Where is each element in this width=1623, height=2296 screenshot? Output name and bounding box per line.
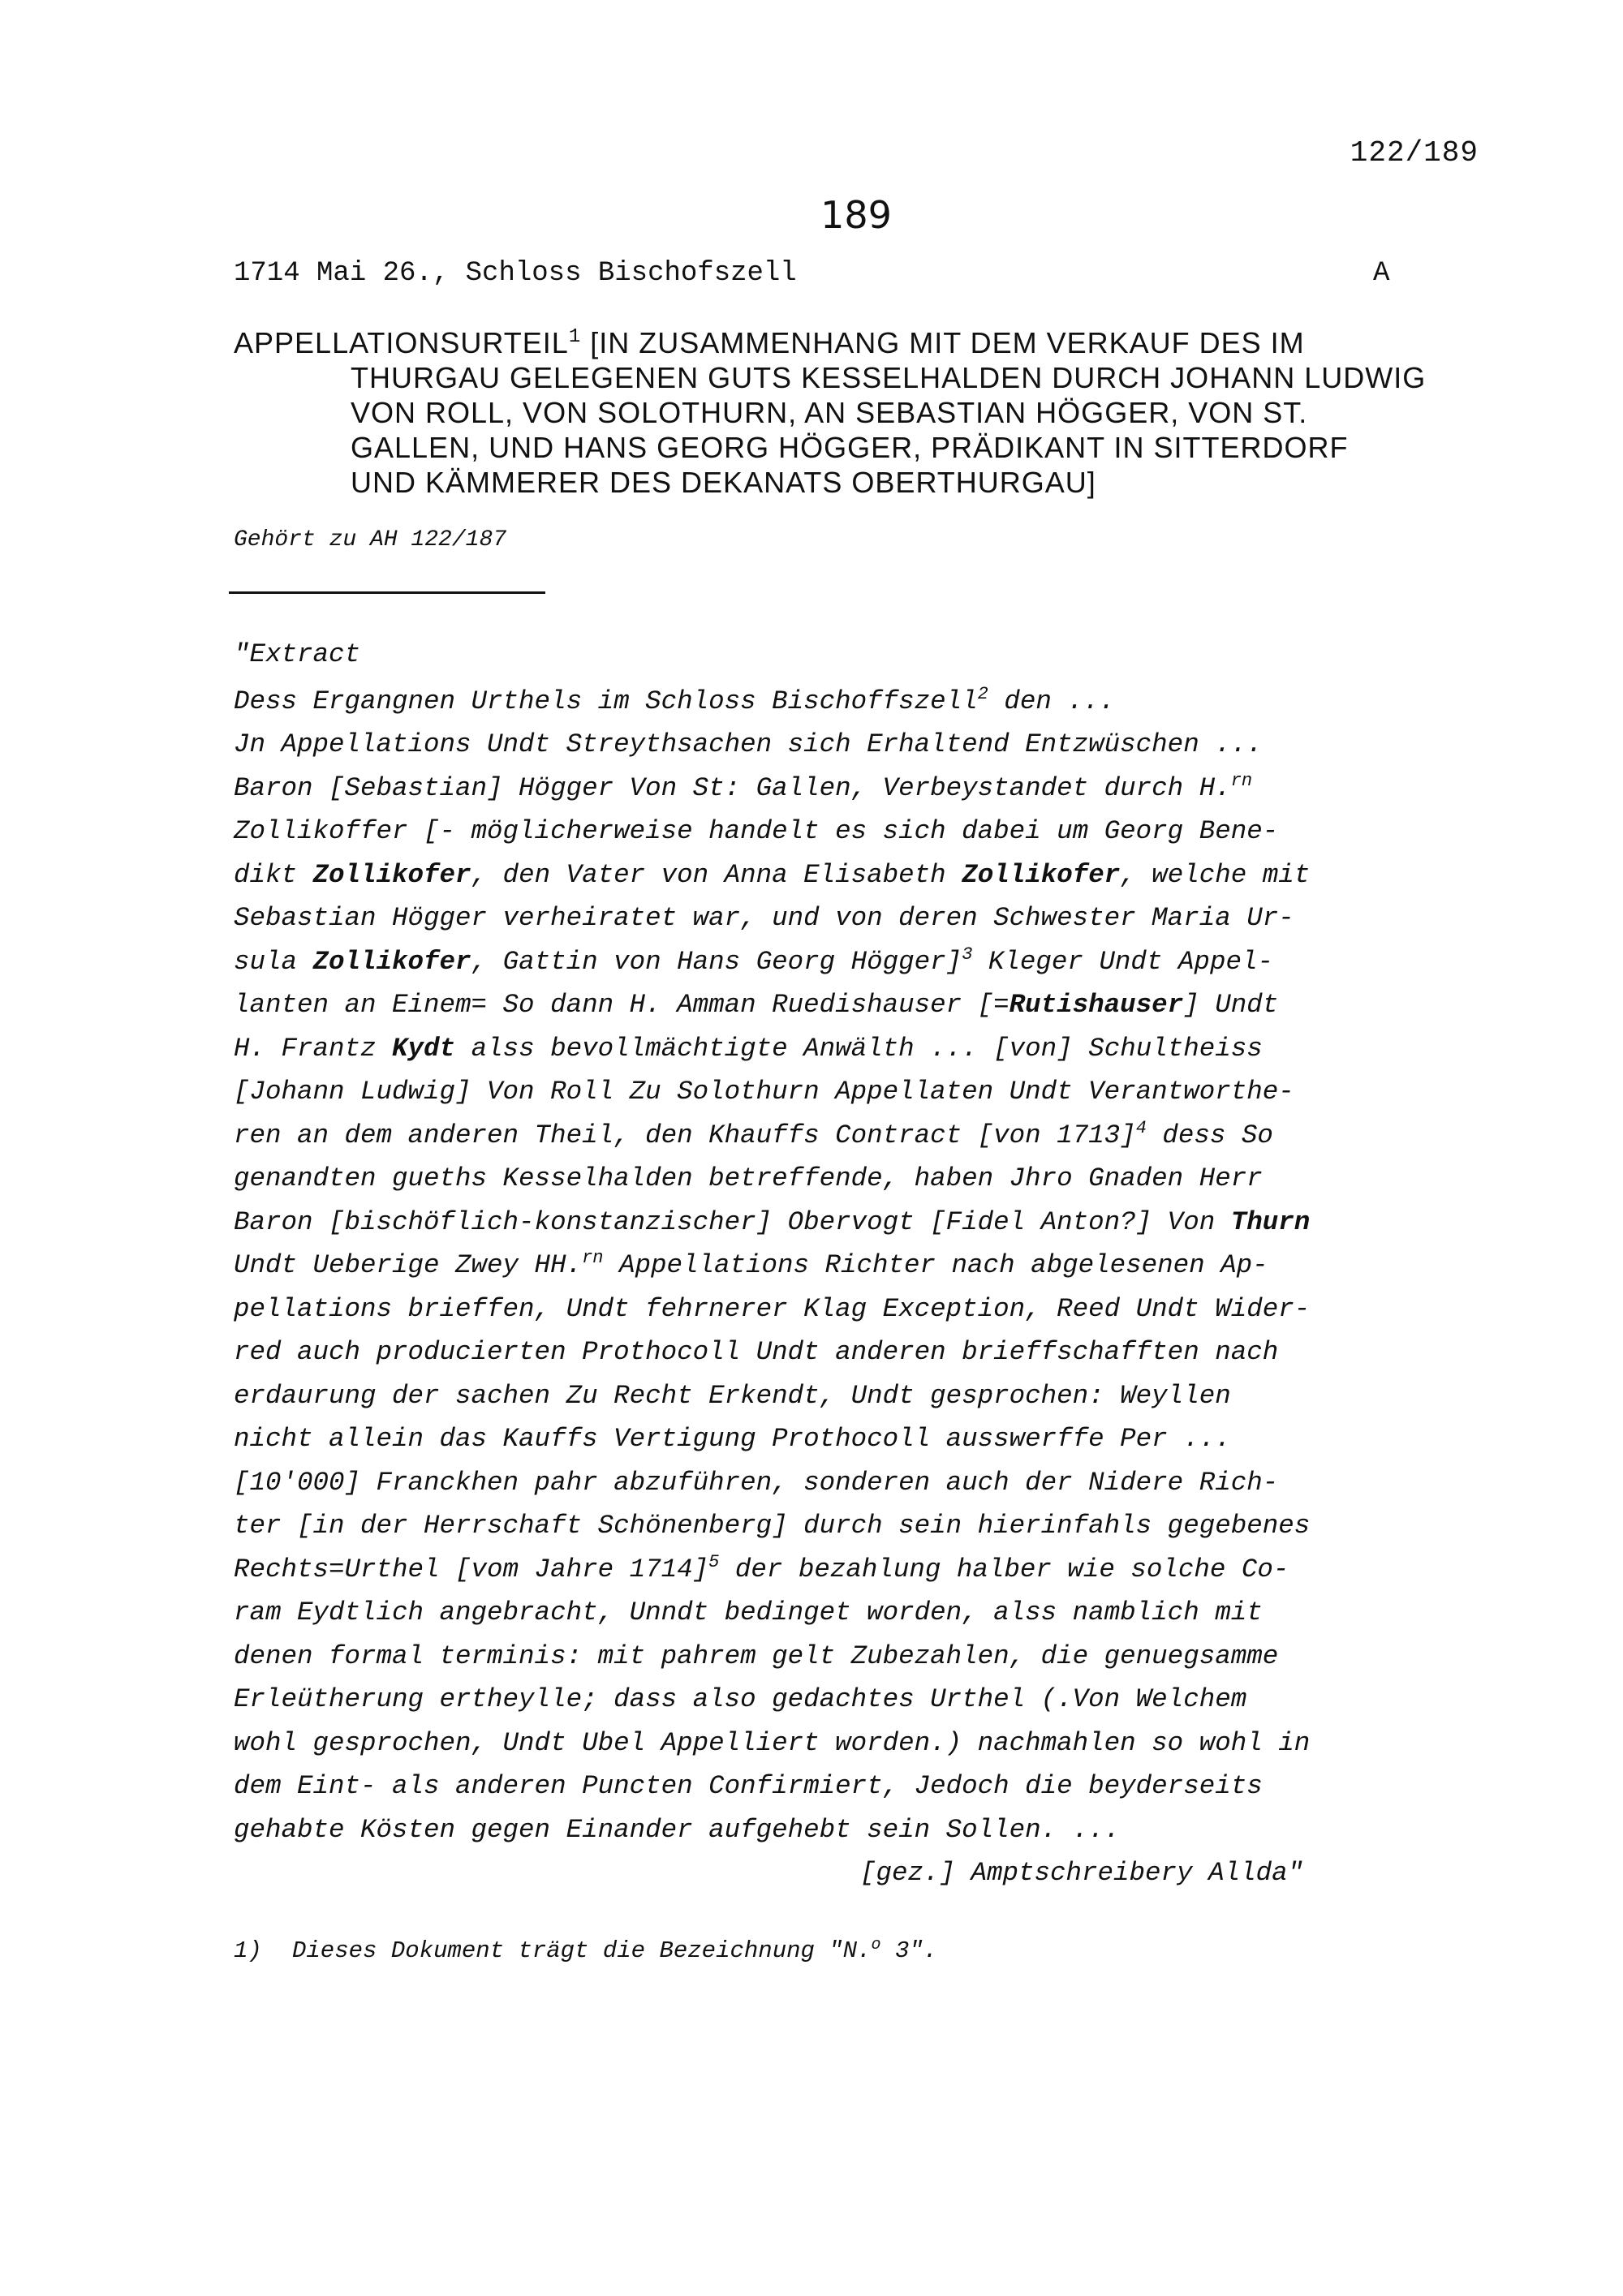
- text-line: Undt Ueberige Zwey HH.$^{rn}$ Appellations Richter nach abgelesenen Ap-: [234, 1248, 1268, 1280]
- superscript: rn: [1230, 770, 1253, 791]
- superscript: rn: [582, 1248, 604, 1268]
- text-line: [10'000] Franckhen pahr abzuführen, sonderen auch der Nidere Rich-: [234, 1467, 1279, 1498]
- date-place-line: 1714 Mai 26., Schloss Bischofszell: [234, 258, 797, 289]
- text-line: denen formal terminis: mit pahrem gelt Zubezahlen, die genuegsamme: [234, 1640, 1279, 1671]
- text-line: dem Eint- als anderen Puncten Confirmiert, Jedoch die beyderseits: [234, 1771, 1263, 1801]
- transcription-body: [234, 633, 1483, 1895]
- title-line: UND KÄMMERER DES DEKANATS OBERTHURGAU]: [351, 466, 1096, 499]
- text-line: Zollikoffer [- möglicherweise handelt es sich dabei um Georg Bene-: [234, 816, 1279, 846]
- person-name: Zollikofer: [312, 946, 471, 977]
- text-line: sula Zollikofer, Gattin von Hans Georg Högger]$^3$ Kleger Undt Appel-: [234, 944, 1273, 977]
- text-line: dikt Zollikofer, den Vater von Anna Elisabeth Zollikofer, welche mit: [234, 859, 1311, 890]
- text-line: Erleütherung ertheylle; dass also gedachtes Urthel (.Von Welchem: [234, 1684, 1247, 1714]
- title-line: THURGAU GELEGENEN GUTS KESSELHALDEN DURCH JOHANN LUDWIG: [351, 361, 1427, 394]
- text-line: Baron [bischöflich-konstanzischer] Obervogt [Fidel Anton?] Von Thurn: [234, 1206, 1311, 1237]
- text-line: Jn Appellations Undt Streythsachen sich Erhaltend Entzwüschen ...: [234, 729, 1263, 759]
- footnote: [234, 1936, 937, 1964]
- superscript: o: [871, 1936, 881, 1954]
- document-title: [234, 320, 1467, 500]
- footnote-text-end: 3".: [880, 1937, 938, 1964]
- text-line: red auch producierten Prothocoll Undt anderen brieffschafften nach: [234, 1337, 1279, 1367]
- text-line: erdaurung der sachen Zu Recht Erkendt, Undt gesprochen: Weyllen: [234, 1380, 1231, 1411]
- title-line: [234, 320, 1467, 360]
- footnote-text: Dieses Dokument trägt die Bezeichnung "N.: [292, 1937, 872, 1964]
- text-line: ren an dem anderen Theil, den Khauffs Contract [von 1713]$^4$ dess So: [234, 1117, 1273, 1150]
- text-line: Baron [Sebastian] Högger Von St: Gallen, Verbeystandet durch H.$^{rn}$: [234, 770, 1253, 803]
- text-line: lanten an Einem= So dann H. Amman Ruedishauser [=Rutishauser] Undt: [234, 990, 1279, 1020]
- separator-rule: [229, 591, 545, 594]
- footnote-ref: 3: [962, 944, 973, 965]
- footnote-ref: 4: [1135, 1117, 1147, 1138]
- title-head: APPELLATIONSURTEIL: [234, 326, 569, 359]
- document-number: 189: [820, 193, 892, 237]
- text-line: Rechts=Urthel [vom Jahre 1714]$^5$ der bezahlung halber wie solche Co-: [234, 1551, 1289, 1584]
- person-name: Zollikofer: [312, 859, 471, 890]
- footnote-number: 1): [234, 1937, 262, 1964]
- text-line: gehabte Kösten gegen Einander aufgehebt sein Sollen. ...: [234, 1814, 1121, 1845]
- text-line: pellations brieffen, Undt fehrnerer Klag Exception, Reed Undt Wider-: [234, 1293, 1311, 1324]
- footnote-ref: 2: [977, 683, 988, 704]
- text-line: ter [in der Herrschaft Schönenberg] durch sein hierinfahls gegebenes: [234, 1511, 1311, 1541]
- letter-marker: A: [1373, 258, 1390, 289]
- title-text: [IN ZUSAMMENHANG MIT DEM VERKAUF DES IM: [581, 326, 1305, 359]
- title-line: VON ROLL, VON SOLOTHURN, AN SEBASTIAN HÖGGER, VON ST.: [351, 396, 1308, 429]
- text-line: Sebastian Högger verheiratet war, und von deren Schwester Maria Ur-: [234, 903, 1294, 933]
- text-line: H. Frantz Kydt alss bevollmächtigte Anwälth ... [von] Schultheiss: [234, 1033, 1263, 1064]
- text-line: wohl gesprochen, Undt Ubel Appelliert worden.) nachmahlen so wohl in: [234, 1727, 1311, 1758]
- signature-line: [gez.] Amptschreibery Allda": [860, 1858, 1304, 1888]
- person-name: Zollikofer: [962, 859, 1121, 890]
- person-name: Thurn: [1230, 1206, 1311, 1237]
- text-line: Dess Ergangnen Urthels im Schloss Bischoffszell$^2$ den ...: [234, 683, 1115, 716]
- footnote-ref: 5: [708, 1551, 720, 1572]
- page-reference: 122/189: [1350, 136, 1479, 170]
- text-line: genandten gueths Kesselhalden betreffende, haben Jhro Gnaden Herr: [234, 1163, 1263, 1193]
- related-document-note: Gehört zu AH 122/187: [234, 527, 507, 553]
- footnote-ref: 1: [568, 326, 582, 348]
- text-line: ram Eydtlich angebracht, Unndt bedinget worden, alss namblich mit: [234, 1597, 1263, 1627]
- text-line: "Extract: [234, 639, 361, 669]
- text-line: nicht allein das Kauffs Vertigung Prothocoll ausswerffe Per ...: [234, 1424, 1231, 1454]
- person-name: Kydt: [392, 1033, 456, 1064]
- title-line: GALLEN, UND HANS GEORG HÖGGER, PRÄDIKANT IN SITTERDORF: [351, 431, 1349, 464]
- text-line: [Johann Ludwig] Von Roll Zu Solothurn Appellaten Undt Verantworthe-: [234, 1077, 1294, 1107]
- person-name: Rutishauser: [1009, 990, 1184, 1020]
